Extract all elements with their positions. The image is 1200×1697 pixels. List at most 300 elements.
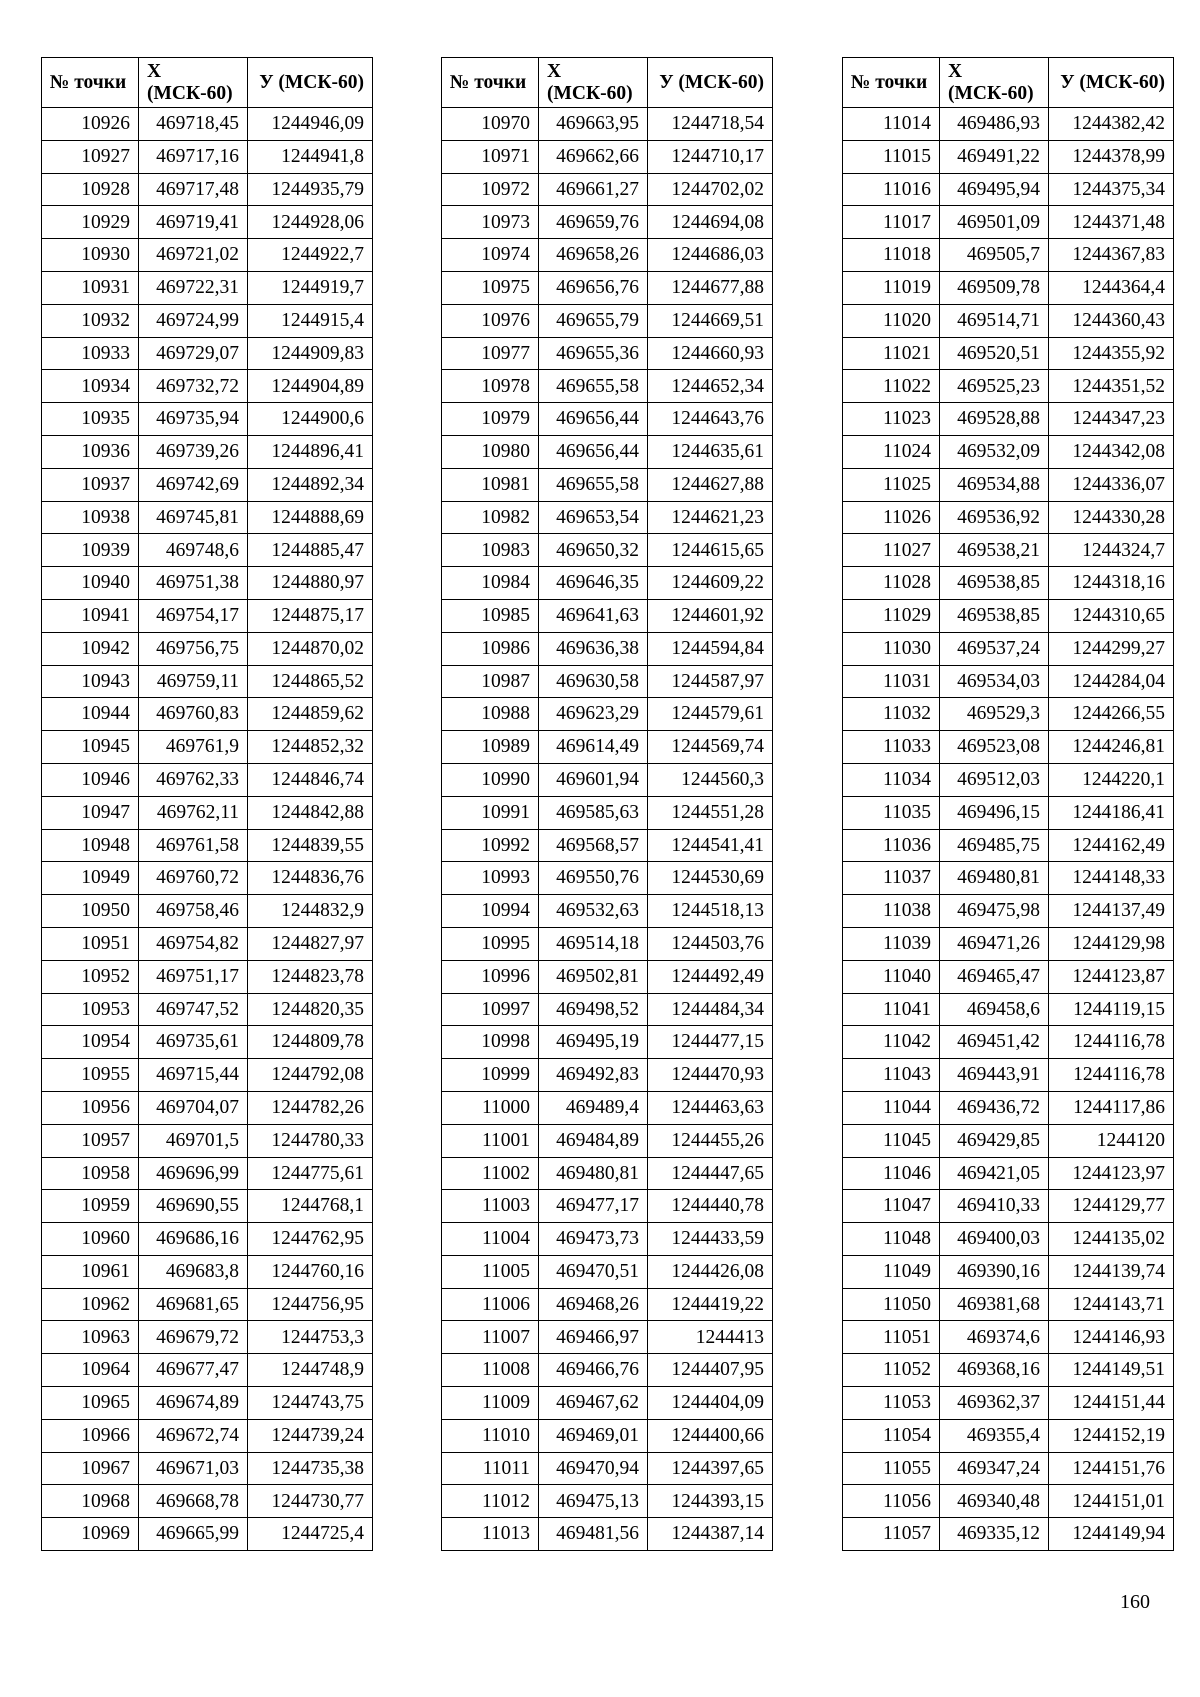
cell-point-number: 11046 <box>843 1157 940 1190</box>
cell-point-number: 10979 <box>442 403 539 436</box>
cell-y-coordinate: 1244393,15 <box>648 1485 773 1518</box>
table-row <box>442 370 773 403</box>
cell-point-number: 11014 <box>843 108 940 141</box>
cell-point-number: 10954 <box>42 1026 139 1059</box>
cell-x-coordinate: 469704,07 <box>139 1091 248 1124</box>
cell-y-coordinate: 1244137,49 <box>1049 895 1174 928</box>
cell-x-coordinate: 469495,19 <box>539 1026 648 1059</box>
cell-y-coordinate: 1244627,88 <box>648 468 773 501</box>
cell-x-coordinate: 469466,76 <box>539 1354 648 1387</box>
cell-y-coordinate: 1244151,44 <box>1049 1387 1174 1420</box>
cell-point-number: 10967 <box>42 1452 139 1485</box>
table-row <box>442 1518 773 1551</box>
cell-y-coordinate: 1244621,23 <box>648 501 773 534</box>
table-row <box>843 993 1174 1026</box>
table-row <box>442 927 773 960</box>
cell-y-coordinate: 1244827,97 <box>248 927 373 960</box>
cell-point-number: 10940 <box>42 567 139 600</box>
cell-y-coordinate: 1244463,63 <box>648 1091 773 1124</box>
table-row <box>42 632 373 665</box>
cell-point-number: 10943 <box>42 665 139 698</box>
cell-point-number: 11049 <box>843 1255 940 1288</box>
cell-x-coordinate: 469520,51 <box>940 337 1049 370</box>
cell-y-coordinate: 1244336,07 <box>1049 468 1174 501</box>
cell-x-coordinate: 469495,94 <box>940 173 1049 206</box>
cell-point-number: 10933 <box>42 337 139 370</box>
table-row <box>442 1223 773 1256</box>
table-row <box>42 435 373 468</box>
table-row <box>42 1091 373 1124</box>
cell-point-number: 11044 <box>843 1091 940 1124</box>
header-y-coordinate: У (МСК-60) <box>248 58 373 108</box>
cell-point-number: 11047 <box>843 1190 940 1223</box>
cell-x-coordinate: 469523,08 <box>940 731 1049 764</box>
cell-y-coordinate: 1244143,71 <box>1049 1288 1174 1321</box>
table-row <box>42 698 373 731</box>
coordinates-table-3 <box>842 57 1174 1551</box>
cell-point-number: 11038 <box>843 895 940 928</box>
cell-point-number: 11036 <box>843 829 940 862</box>
cell-y-coordinate: 1244739,24 <box>248 1419 373 1452</box>
cell-y-coordinate: 1244116,78 <box>1049 1059 1174 1092</box>
table-header-row <box>42 58 373 108</box>
cell-x-coordinate: 469480,81 <box>539 1157 648 1190</box>
cell-x-coordinate: 469751,17 <box>139 960 248 993</box>
cell-point-number: 11019 <box>843 271 940 304</box>
header-x-coordinate: X (МСК-60) <box>139 58 248 108</box>
cell-x-coordinate: 469485,75 <box>940 829 1049 862</box>
cell-x-coordinate: 469538,85 <box>940 567 1049 600</box>
cell-y-coordinate: 1244518,13 <box>648 895 773 928</box>
cell-x-coordinate: 469536,92 <box>940 501 1049 534</box>
table-row <box>442 108 773 141</box>
cell-y-coordinate: 1244470,93 <box>648 1059 773 1092</box>
cell-x-coordinate: 469381,68 <box>940 1288 1049 1321</box>
cell-x-coordinate: 469550,76 <box>539 862 648 895</box>
cell-point-number: 10963 <box>42 1321 139 1354</box>
cell-x-coordinate: 469724,99 <box>139 304 248 337</box>
cell-x-coordinate: 469568,57 <box>539 829 648 862</box>
table-row <box>442 895 773 928</box>
cell-point-number: 11042 <box>843 1026 940 1059</box>
cell-y-coordinate: 1244324,7 <box>1049 534 1174 567</box>
cell-point-number: 10947 <box>42 796 139 829</box>
cell-point-number: 10985 <box>442 599 539 632</box>
table-row <box>442 1288 773 1321</box>
cell-x-coordinate: 469623,29 <box>539 698 648 731</box>
table-row <box>843 927 1174 960</box>
table-row <box>42 1157 373 1190</box>
header-y-coordinate: У (МСК-60) <box>1049 58 1174 108</box>
cell-x-coordinate: 469498,52 <box>539 993 648 1026</box>
cell-point-number: 11034 <box>843 763 940 796</box>
cell-x-coordinate: 469390,16 <box>940 1255 1049 1288</box>
cell-y-coordinate: 1244310,65 <box>1049 599 1174 632</box>
table-row <box>843 1485 1174 1518</box>
cell-point-number: 10955 <box>42 1059 139 1092</box>
cell-y-coordinate: 1244859,62 <box>248 698 373 731</box>
cell-x-coordinate: 469529,3 <box>940 698 1049 731</box>
cell-point-number: 10998 <box>442 1026 539 1059</box>
cell-x-coordinate: 469491,22 <box>940 140 1049 173</box>
table-row <box>442 1059 773 1092</box>
table-row <box>843 960 1174 993</box>
table-row <box>42 993 373 1026</box>
cell-x-coordinate: 469335,12 <box>940 1518 1049 1551</box>
table-row <box>442 304 773 337</box>
cell-y-coordinate: 1244347,23 <box>1049 403 1174 436</box>
page-number: 160 <box>1120 1591 1150 1613</box>
cell-x-coordinate: 469662,66 <box>539 140 648 173</box>
cell-point-number: 11016 <box>843 173 940 206</box>
header-x-coordinate: X (МСК-60) <box>940 58 1049 108</box>
cell-point-number: 10927 <box>42 140 139 173</box>
table-row <box>843 501 1174 534</box>
table-row <box>42 927 373 960</box>
cell-point-number: 10994 <box>442 895 539 928</box>
table-row <box>442 1157 773 1190</box>
table-row <box>42 206 373 239</box>
cell-y-coordinate: 1244635,61 <box>648 435 773 468</box>
cell-point-number: 10986 <box>442 632 539 665</box>
cell-point-number: 10941 <box>42 599 139 632</box>
table-row <box>843 862 1174 895</box>
cell-x-coordinate: 469760,72 <box>139 862 248 895</box>
cell-point-number: 11023 <box>843 403 940 436</box>
cell-y-coordinate: 1244735,38 <box>248 1452 373 1485</box>
cell-point-number: 10938 <box>42 501 139 534</box>
cell-y-coordinate: 1244643,76 <box>648 403 773 436</box>
cell-point-number: 10972 <box>442 173 539 206</box>
cell-point-number: 10926 <box>42 108 139 141</box>
cell-y-coordinate: 1244530,69 <box>648 862 773 895</box>
cell-point-number: 10956 <box>42 1091 139 1124</box>
table-row <box>442 993 773 1026</box>
cell-y-coordinate: 1244660,93 <box>648 337 773 370</box>
cell-x-coordinate: 469762,33 <box>139 763 248 796</box>
table-row <box>442 731 773 764</box>
table-row <box>442 534 773 567</box>
cell-x-coordinate: 469717,16 <box>139 140 248 173</box>
cell-point-number: 11006 <box>442 1288 539 1321</box>
cell-y-coordinate: 1244615,65 <box>648 534 773 567</box>
cell-x-coordinate: 469505,7 <box>940 239 1049 272</box>
cell-y-coordinate: 1244725,4 <box>248 1518 373 1551</box>
cell-point-number: 10970 <box>442 108 539 141</box>
cell-y-coordinate: 1244836,76 <box>248 862 373 895</box>
cell-x-coordinate: 469537,24 <box>940 632 1049 665</box>
table-row <box>843 140 1174 173</box>
table-row <box>843 1288 1174 1321</box>
cell-point-number: 11010 <box>442 1419 539 1452</box>
cell-y-coordinate: 1244246,81 <box>1049 731 1174 764</box>
header-point-number: № точки <box>843 58 940 108</box>
cell-x-coordinate: 469756,75 <box>139 632 248 665</box>
cell-x-coordinate: 469509,78 <box>940 271 1049 304</box>
table-row <box>442 1091 773 1124</box>
cell-point-number: 10928 <box>42 173 139 206</box>
cell-y-coordinate: 1244820,35 <box>248 993 373 1026</box>
cell-point-number: 10995 <box>442 927 539 960</box>
cell-point-number: 10983 <box>442 534 539 567</box>
table-row <box>42 108 373 141</box>
cell-y-coordinate: 1244151,76 <box>1049 1452 1174 1485</box>
cell-x-coordinate: 469470,51 <box>539 1255 648 1288</box>
cell-y-coordinate: 1244842,88 <box>248 796 373 829</box>
cell-y-coordinate: 1244146,93 <box>1049 1321 1174 1354</box>
cell-y-coordinate: 1244718,54 <box>648 108 773 141</box>
cell-y-coordinate: 1244378,99 <box>1049 140 1174 173</box>
cell-x-coordinate: 469458,6 <box>940 993 1049 1026</box>
table-row <box>42 763 373 796</box>
table-row <box>442 1255 773 1288</box>
table-row <box>42 567 373 600</box>
table-row <box>843 435 1174 468</box>
table-row <box>42 665 373 698</box>
cell-x-coordinate: 469514,18 <box>539 927 648 960</box>
cell-point-number: 10971 <box>442 140 539 173</box>
cell-point-number: 11054 <box>843 1419 940 1452</box>
cell-y-coordinate: 1244503,76 <box>648 927 773 960</box>
table-row <box>442 862 773 895</box>
cell-y-coordinate: 1244892,34 <box>248 468 373 501</box>
cell-y-coordinate: 1244120 <box>1049 1124 1174 1157</box>
table-row <box>843 468 1174 501</box>
cell-x-coordinate: 469368,16 <box>940 1354 1049 1387</box>
cell-point-number: 10931 <box>42 271 139 304</box>
cell-point-number: 10987 <box>442 665 539 698</box>
cell-y-coordinate: 1244541,41 <box>648 829 773 862</box>
cell-y-coordinate: 1244888,69 <box>248 501 373 534</box>
table-row <box>843 1321 1174 1354</box>
cell-point-number: 10990 <box>442 763 539 796</box>
cell-x-coordinate: 469677,47 <box>139 1354 248 1387</box>
table-header-row <box>442 58 773 108</box>
cell-y-coordinate: 1244775,61 <box>248 1157 373 1190</box>
cell-x-coordinate: 469672,74 <box>139 1419 248 1452</box>
cell-x-coordinate: 469735,94 <box>139 403 248 436</box>
cell-x-coordinate: 469742,69 <box>139 468 248 501</box>
table-row <box>42 1387 373 1420</box>
cell-x-coordinate: 469715,44 <box>139 1059 248 1092</box>
cell-x-coordinate: 469480,81 <box>940 862 1049 895</box>
cell-point-number: 10942 <box>42 632 139 665</box>
cell-x-coordinate: 469690,55 <box>139 1190 248 1223</box>
table-row <box>843 108 1174 141</box>
cell-x-coordinate: 469471,26 <box>940 927 1049 960</box>
table-row <box>843 403 1174 436</box>
cell-x-coordinate: 469484,89 <box>539 1124 648 1157</box>
cell-x-coordinate: 469729,07 <box>139 337 248 370</box>
cell-y-coordinate: 1244440,78 <box>648 1190 773 1223</box>
table-row <box>843 239 1174 272</box>
cell-y-coordinate: 1244426,08 <box>648 1255 773 1288</box>
table-row <box>843 731 1174 764</box>
cell-x-coordinate: 469722,31 <box>139 271 248 304</box>
cell-y-coordinate: 1244669,51 <box>648 304 773 337</box>
table-row <box>442 796 773 829</box>
cell-point-number: 10929 <box>42 206 139 239</box>
cell-point-number: 11025 <box>843 468 940 501</box>
cell-y-coordinate: 1244342,08 <box>1049 435 1174 468</box>
table-row <box>843 1124 1174 1157</box>
table-row <box>42 1255 373 1288</box>
cell-y-coordinate: 1244116,78 <box>1049 1026 1174 1059</box>
cell-y-coordinate: 1244139,74 <box>1049 1255 1174 1288</box>
cell-y-coordinate: 1244792,08 <box>248 1059 373 1092</box>
cell-y-coordinate: 1244382,42 <box>1049 108 1174 141</box>
table-row <box>442 501 773 534</box>
cell-x-coordinate: 469340,48 <box>940 1485 1049 1518</box>
cell-x-coordinate: 469636,38 <box>539 632 648 665</box>
cell-y-coordinate: 1244355,92 <box>1049 337 1174 370</box>
table-row <box>442 632 773 665</box>
cell-x-coordinate: 469655,58 <box>539 370 648 403</box>
cell-x-coordinate: 469754,82 <box>139 927 248 960</box>
cell-point-number: 11040 <box>843 960 940 993</box>
cell-x-coordinate: 469745,81 <box>139 501 248 534</box>
cell-y-coordinate: 1244760,16 <box>248 1255 373 1288</box>
cell-x-coordinate: 469761,58 <box>139 829 248 862</box>
cell-x-coordinate: 469641,63 <box>539 599 648 632</box>
table-header-row <box>843 58 1174 108</box>
cell-x-coordinate: 469532,09 <box>940 435 1049 468</box>
cell-x-coordinate: 469492,83 <box>539 1059 648 1092</box>
table-row <box>442 173 773 206</box>
cell-y-coordinate: 1244149,51 <box>1049 1354 1174 1387</box>
cell-y-coordinate: 1244551,28 <box>648 796 773 829</box>
table-row <box>42 1518 373 1551</box>
cell-x-coordinate: 469718,45 <box>139 108 248 141</box>
cell-x-coordinate: 469656,44 <box>539 435 648 468</box>
cell-x-coordinate: 469721,02 <box>139 239 248 272</box>
cell-y-coordinate: 1244694,08 <box>648 206 773 239</box>
cell-y-coordinate: 1244609,22 <box>648 567 773 600</box>
cell-x-coordinate: 469653,54 <box>539 501 648 534</box>
cell-y-coordinate: 1244762,95 <box>248 1223 373 1256</box>
cell-point-number: 11053 <box>843 1387 940 1420</box>
cell-x-coordinate: 469759,11 <box>139 665 248 698</box>
table-row <box>843 1059 1174 1092</box>
cell-x-coordinate: 469717,48 <box>139 173 248 206</box>
table-row <box>442 1124 773 1157</box>
cell-x-coordinate: 469451,42 <box>940 1026 1049 1059</box>
cell-point-number: 10982 <box>442 501 539 534</box>
cell-x-coordinate: 469473,73 <box>539 1223 648 1256</box>
cell-point-number: 11013 <box>442 1518 539 1551</box>
table-row <box>42 337 373 370</box>
cell-y-coordinate: 1244846,74 <box>248 763 373 796</box>
table-row <box>843 1255 1174 1288</box>
cell-point-number: 11052 <box>843 1354 940 1387</box>
table-row <box>843 1452 1174 1485</box>
table-row <box>442 567 773 600</box>
cell-y-coordinate: 1244601,92 <box>648 599 773 632</box>
cell-y-coordinate: 1244870,02 <box>248 632 373 665</box>
cell-x-coordinate: 469658,26 <box>539 239 648 272</box>
table-row <box>42 468 373 501</box>
cell-y-coordinate: 1244220,1 <box>1049 763 1174 796</box>
cell-point-number: 10988 <box>442 698 539 731</box>
coordinates-table-2 <box>441 57 773 1551</box>
cell-x-coordinate: 469762,11 <box>139 796 248 829</box>
cell-point-number: 11015 <box>843 140 940 173</box>
cell-x-coordinate: 469758,46 <box>139 895 248 928</box>
table-row <box>42 1288 373 1321</box>
header-x-coordinate: X (МСК-60) <box>539 58 648 108</box>
table-row <box>42 140 373 173</box>
cell-point-number: 11045 <box>843 1124 940 1157</box>
table-row <box>442 1419 773 1452</box>
cell-y-coordinate: 1244928,06 <box>248 206 373 239</box>
cell-x-coordinate: 469585,63 <box>539 796 648 829</box>
table-row <box>42 599 373 632</box>
table-row <box>843 763 1174 796</box>
cell-x-coordinate: 469674,89 <box>139 1387 248 1420</box>
cell-y-coordinate: 1244839,55 <box>248 829 373 862</box>
cell-point-number: 10936 <box>42 435 139 468</box>
cell-point-number: 10945 <box>42 731 139 764</box>
cell-point-number: 10996 <box>442 960 539 993</box>
table-row <box>42 1452 373 1485</box>
cell-y-coordinate: 1244397,65 <box>648 1452 773 1485</box>
cell-y-coordinate: 1244919,7 <box>248 271 373 304</box>
table-row <box>843 1518 1174 1551</box>
cell-point-number: 11008 <box>442 1354 539 1387</box>
cell-point-number: 11001 <box>442 1124 539 1157</box>
cell-x-coordinate: 469655,58 <box>539 468 648 501</box>
table-row <box>442 599 773 632</box>
cell-point-number: 10952 <box>42 960 139 993</box>
cell-y-coordinate: 1244587,97 <box>648 665 773 698</box>
cell-point-number: 10975 <box>442 271 539 304</box>
cell-point-number: 10950 <box>42 895 139 928</box>
cell-point-number: 11017 <box>843 206 940 239</box>
cell-x-coordinate: 469661,27 <box>539 173 648 206</box>
table-row <box>843 1387 1174 1420</box>
cell-point-number: 11027 <box>843 534 940 567</box>
cell-y-coordinate: 1244148,33 <box>1049 862 1174 895</box>
cell-point-number: 11022 <box>843 370 940 403</box>
table-row <box>843 567 1174 600</box>
cell-point-number: 10958 <box>42 1157 139 1190</box>
cell-x-coordinate: 469468,26 <box>539 1288 648 1321</box>
cell-point-number: 10946 <box>42 763 139 796</box>
cell-point-number: 11039 <box>843 927 940 960</box>
header-point-number: № точки <box>42 58 139 108</box>
cell-point-number: 11051 <box>843 1321 940 1354</box>
cell-y-coordinate: 1244946,09 <box>248 108 373 141</box>
cell-point-number: 11009 <box>442 1387 539 1420</box>
cell-y-coordinate: 1244364,4 <box>1049 271 1174 304</box>
table-row <box>442 271 773 304</box>
table-row <box>42 403 373 436</box>
cell-x-coordinate: 469679,72 <box>139 1321 248 1354</box>
table-row <box>42 1485 373 1518</box>
table-row <box>42 173 373 206</box>
cell-x-coordinate: 469429,85 <box>940 1124 1049 1157</box>
table-row <box>843 796 1174 829</box>
cell-x-coordinate: 469739,26 <box>139 435 248 468</box>
cell-x-coordinate: 469410,33 <box>940 1190 1049 1223</box>
table-row <box>42 1321 373 1354</box>
cell-point-number: 11031 <box>843 665 940 698</box>
cell-y-coordinate: 1244447,65 <box>648 1157 773 1190</box>
cell-y-coordinate: 1244880,97 <box>248 567 373 600</box>
cell-y-coordinate: 1244123,87 <box>1049 960 1174 993</box>
cell-point-number: 10935 <box>42 403 139 436</box>
cell-point-number: 10993 <box>442 862 539 895</box>
